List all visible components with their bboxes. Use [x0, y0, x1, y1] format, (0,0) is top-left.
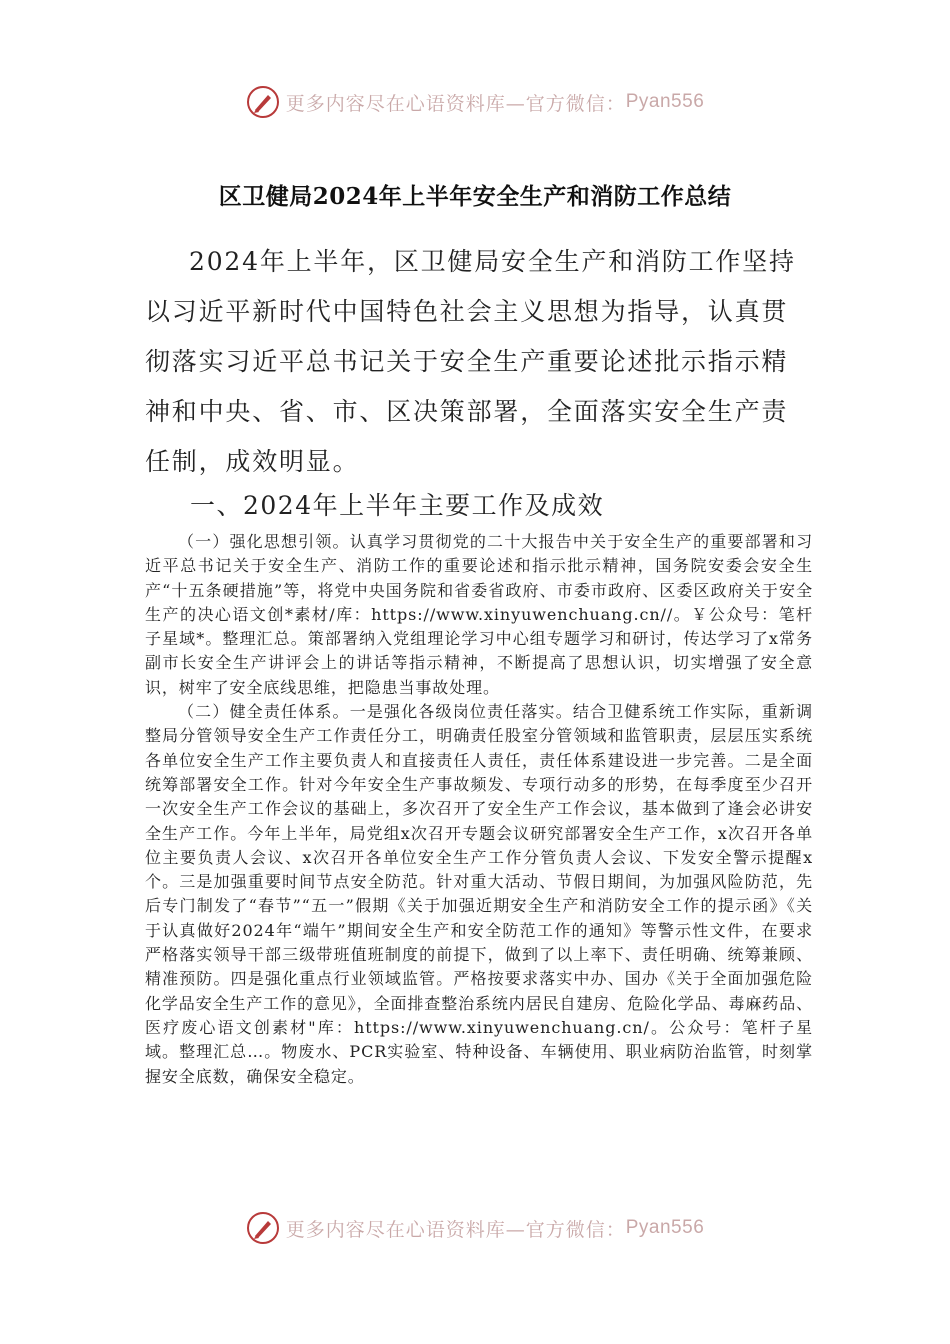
body-text: [145, 530, 813, 1089]
watermark-banner-bottom: [0, 1208, 950, 1248]
pen-logo-icon: [246, 85, 280, 119]
watermark-text: 更多内容尽在心语资料库—官方微信：: [285, 92, 626, 115]
paragraph-thought-guidance: （一）强化思想引领。认真学习贯彻党的二十大报告中关于安全生产的重要部署和习近平总书记关于安全生产、消防工作的重要论述和指示批示精神，国务院安委会安全生产“十五条硬措施”等，将党中央国务院和省委省政府、市委市政府、区委区政府关于安全生产的决心语文创*素材/库：https://www.xinyuwenchuang.cn//。￥公众号：笔杆子星域*。整理汇总。策部署纳入党组理论学习中心组专题学习和研讨，传达学习了x常务副市长安全生产讲评会上的讲话等指示精神，不断提高了思想认识，切实增强了安全意识，树牢了安全底线思维，把隐患当事故处理。: [145, 532, 813, 697]
pen-logo-icon: [246, 1211, 280, 1245]
paragraph-responsibility-system: （二）健全责任体系。一是强化各级岗位责任落实。结合卫健系统工作实际，重新调整局分管领导安全生产工作责任分工，明确责任股室分管领域和监管职责，层层压实系统各单位安全生产工作主要负责人和直接责任人责任，责任体系建设进一步完善。二是全面统筹部署安全工作。针对今年安全生产事故频发、专项行动多的形势，在每季度至少召开一次安全生产工作会议的基础上，多次召开了安全生产工作会议，基本做到了逢会必讲安全生产工作。今年上半年，局党组x次召开专题会议研究部署安全生产工作，x次召开各单位主要负责人会议、x次召开各单位安全生产工作分管负责人会议、下发安全警示提醒x个。三是加强重要时间节点安全防范。针对重大活动、节假日期间，为加强风险防范，先后专门制发了“春节”“五一”假期《关于加强近期安全生产和消防安全工作的提示函》《关于认真做好2024年“端午”期间安全生产和安全防范工作的通知》等警示性文件，在要求严格落实领导干部三级带班值班制度的前提下，做到了以上率下、责任明确、统筹兼顾、精准预防。四是强化重点行业领域监管。严格按要求落实中办、国办《关于全面加强危险化学品安全生产工作的意见》，全面排查整治系统内居民自建房、危险化学品、毒麻药品、医疗废心语文创素材"库：https://www.xinyuwenchuang.cn/。公众号：笔杆子星域。整理汇总…。物废水、PCR实验室、特种设备、车辆使用、职业病防治监管，时刻掌握安全底数，确保安全稳定。: [145, 702, 814, 1086]
watermark-wechat-id: Pyan556: [625, 91, 705, 112]
watermark-banner-top: [0, 82, 950, 122]
watermark-wechat-id: Pyan556: [625, 1217, 705, 1238]
intro-paragraph: [145, 237, 813, 487]
intro-text: 2024年上半年，区卫健局安全生产和消防工作坚持以习近平新时代中国特色社会主义思想为指导，认真贯彻落实习近平总书记关于安全生产重要论述批示指示精神和中央、省、市、区决策部署，全面落实安全生产责任制，成效明显。: [145, 247, 796, 476]
section-heading-1: 一、2024年上半年主要工作及成效: [190, 491, 605, 520]
document-title: 区卫健局2024年上半年安全生产和消防工作总结: [218, 183, 732, 210]
watermark-text: 更多内容尽在心语资料库—官方微信：: [285, 1218, 626, 1241]
